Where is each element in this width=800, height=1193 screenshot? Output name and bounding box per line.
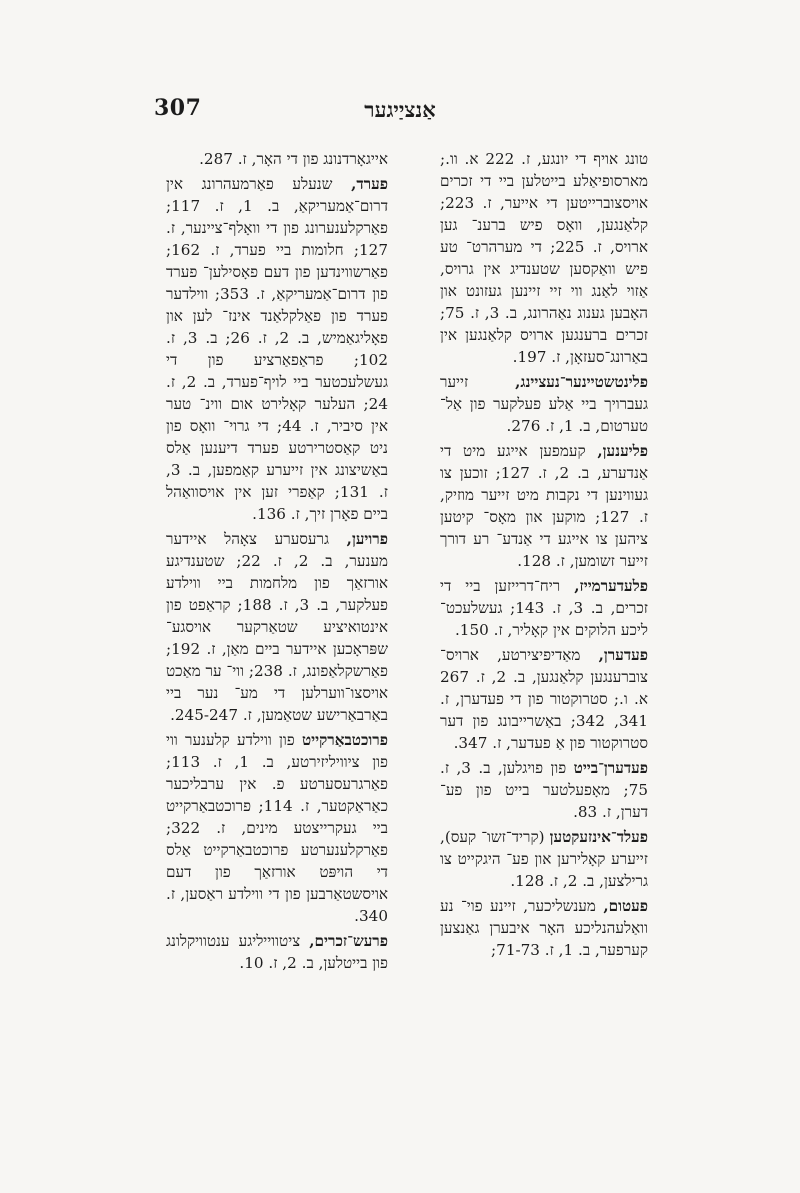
- entry-headword: פרעש־זכרים,: [309, 932, 389, 950]
- index-entry: [440, 757, 648, 823]
- entry-headword: פליענען,: [597, 442, 649, 460]
- index-entry: [166, 173, 388, 525]
- entry-headword: פרויען,: [346, 530, 388, 548]
- index-entry: [440, 826, 648, 892]
- index-entry: [166, 930, 388, 974]
- running-head: אַנציַיגער: [364, 97, 436, 122]
- entry-headword: פרוכטבאַרקייט: [301, 731, 388, 749]
- index-entry: [440, 575, 648, 641]
- entry-headword: פערד,: [351, 175, 388, 193]
- entry-headword: פעדערן,: [598, 646, 649, 664]
- index-column-right: [440, 148, 648, 964]
- entry-text: גרעסערע צאָהל איידער מענער, ב. 2, ז. 22; שטענדיגע אורזאַך פון מלחמות ביי ווילדע פעלקער, ב. 3, ז. 188; קראַפט פון אינטואיציע שטאַרקער אויסגע־ שפּראָכען איידער ביים מאַן, ז. 192; פאַרשקלאַפונג, ז. 238; ווי־ ער מאַכט אויסצו־ווערלען די מע־ נער ביי באַרבאַרישע שטאַמען, ז. 245-247.: [166, 530, 388, 724]
- entry-headword: פעדערן־בייט: [573, 759, 649, 777]
- entry-text: פון פויגלען, ב. 3, ז. 75; מאָפעלטער בייט פון פע־ דערן, ז. 83.: [440, 759, 648, 821]
- entry-headword: פעטום,: [603, 897, 649, 915]
- entry-text: טונג אויף די יונגע, ז. 222 א. וו.; מארסופיאַלע בייטלען ביי די זכרים אויסצוברייטען די אייער, ז. 223; קלאַנגען, וואָס פיש ברענ־ גען ארויס, ז. 225; די מערהרט־ טע פיש וואַקסען שטענדיג אין גרויס, אַזוי לאַנג ווי זיי זיינען געזונט און האָבען גענוג נאַהרונג, ב. 3, ז. 75; זכרים ברענגען ארויס קלאַנגען אין באַרונג־סעזאָן, ז. 197.: [440, 150, 648, 366]
- index-entry: [166, 729, 388, 927]
- index-entry: [440, 895, 648, 961]
- index-entry: [440, 148, 648, 368]
- entry-text: (קריד־זשו־ קעס), זייערע קאָלירען און פע־ היגקייט צו גרילצען, ב. 2, ז. 128.: [440, 828, 648, 890]
- entry-text: אייגאָרדנונג פון די האָר, ז. 287.: [199, 150, 388, 168]
- entry-text: שנעלע פאַרמעהרונג אין דרום־אַמעריקאַ, ב. 1, ז. 117; פאַרקלענערונג פון די וואָלף־ציינער, ז. 127; חלומות ביי פערד, ז. 162; פאַרשווינדען פון דעם פאָסילען־ פערד פון דרום־אַמעריקאַ, ז. 353; ווילדער פערד פון פאַלקלאַנד אינז־ לען און פאָליגאַמיש, ב. 2, ז. 26; ב. 3, ז. 102; פראַפאַרציע פון די געשלעכטער ביי לויף־פערד, ב. 2, ז. 24; העלער קאָלירט אום ווינ־ טער אין סיביר, ז. 44; די גרוי־ וואָס פון ניט קאַסטרירטע פערד דיענען אַלס באַשיצונג אין זייערע קאַמפען, ב. 3, ז. 131; קאַפרי זען אין אויסוואַהל ביים פאָרן זיך, ז. 136.: [166, 175, 389, 523]
- index-entry: [166, 528, 388, 726]
- entry-headword: פלינטשטיינער־נעציינג,: [515, 373, 648, 391]
- entry-text: מאַדיפיצירטע, ארויס־ צוברענגען קלאַנגען, ב. 2, ז. 267 א. ו.; סטרוקטור פון די פעדערן, ז. 341, 342; באַשרייבונג פון דער סטרוקטור פון אַ פעדער, ז. 347.: [440, 646, 649, 752]
- entry-text: פון ווילדע קלענער ווי פון ציוויליזירטע, ב. 1, ז. 113; פאַרגרעסערטע פ. אין ערבליכער כאַראַקטער, ז. 114; פרוכטבאַרקייט ביי געקרייצטע מינים, ז. 322; פאַרקלענערטע פרוכטבאַרקייט אַלס די הויפּט אורזאַך פון דעם אויסשטאַרבען פון די ווילדע ראַסען, ז. 340.: [166, 731, 388, 925]
- index-entry: [440, 440, 648, 572]
- index-entry: [166, 148, 388, 170]
- entry-text: מענשליכער, זיינע פוי־ נע וואַלעהנליכע האָר איבערן גאַנצען קערפער, ב. 1, ז. 71-73;: [440, 897, 648, 959]
- index-entry: [440, 371, 648, 437]
- index-column-left: [166, 148, 388, 977]
- page-number: 307: [154, 95, 202, 121]
- entry-headword: פלעדערמייז,: [574, 577, 648, 595]
- index-entry: [440, 644, 648, 754]
- entry-text: ריח־דרייזען ביי די זכרים, ב. 3, ז. 143; געשלעכט־ ליכע הלוקים אין קאָליר, ז. 150.: [440, 577, 648, 639]
- entry-text: קעמפען אייגע מיט די אַנדערע, ב. 2, ז. 127; זוכען צו געווינען די נקבות מיט זייער מוזיק, ז. 127; מוקען און מאָס־ קיטען ציהען צו אייגע די אַנדע־ רע דורך זייער זשומען, ז. 128.: [440, 442, 649, 570]
- entry-text: ציטווייליגע ענטוויקלונג פון בייטלען, ב. 2, ז. 10.: [166, 932, 388, 972]
- entry-headword: פעלד־אינזעקטען: [549, 828, 648, 846]
- entry-text: זייער געברויך ביי אַלע פעלקער פון אַל־ טערטום, ב. 1, ז. 276.: [440, 373, 648, 435]
